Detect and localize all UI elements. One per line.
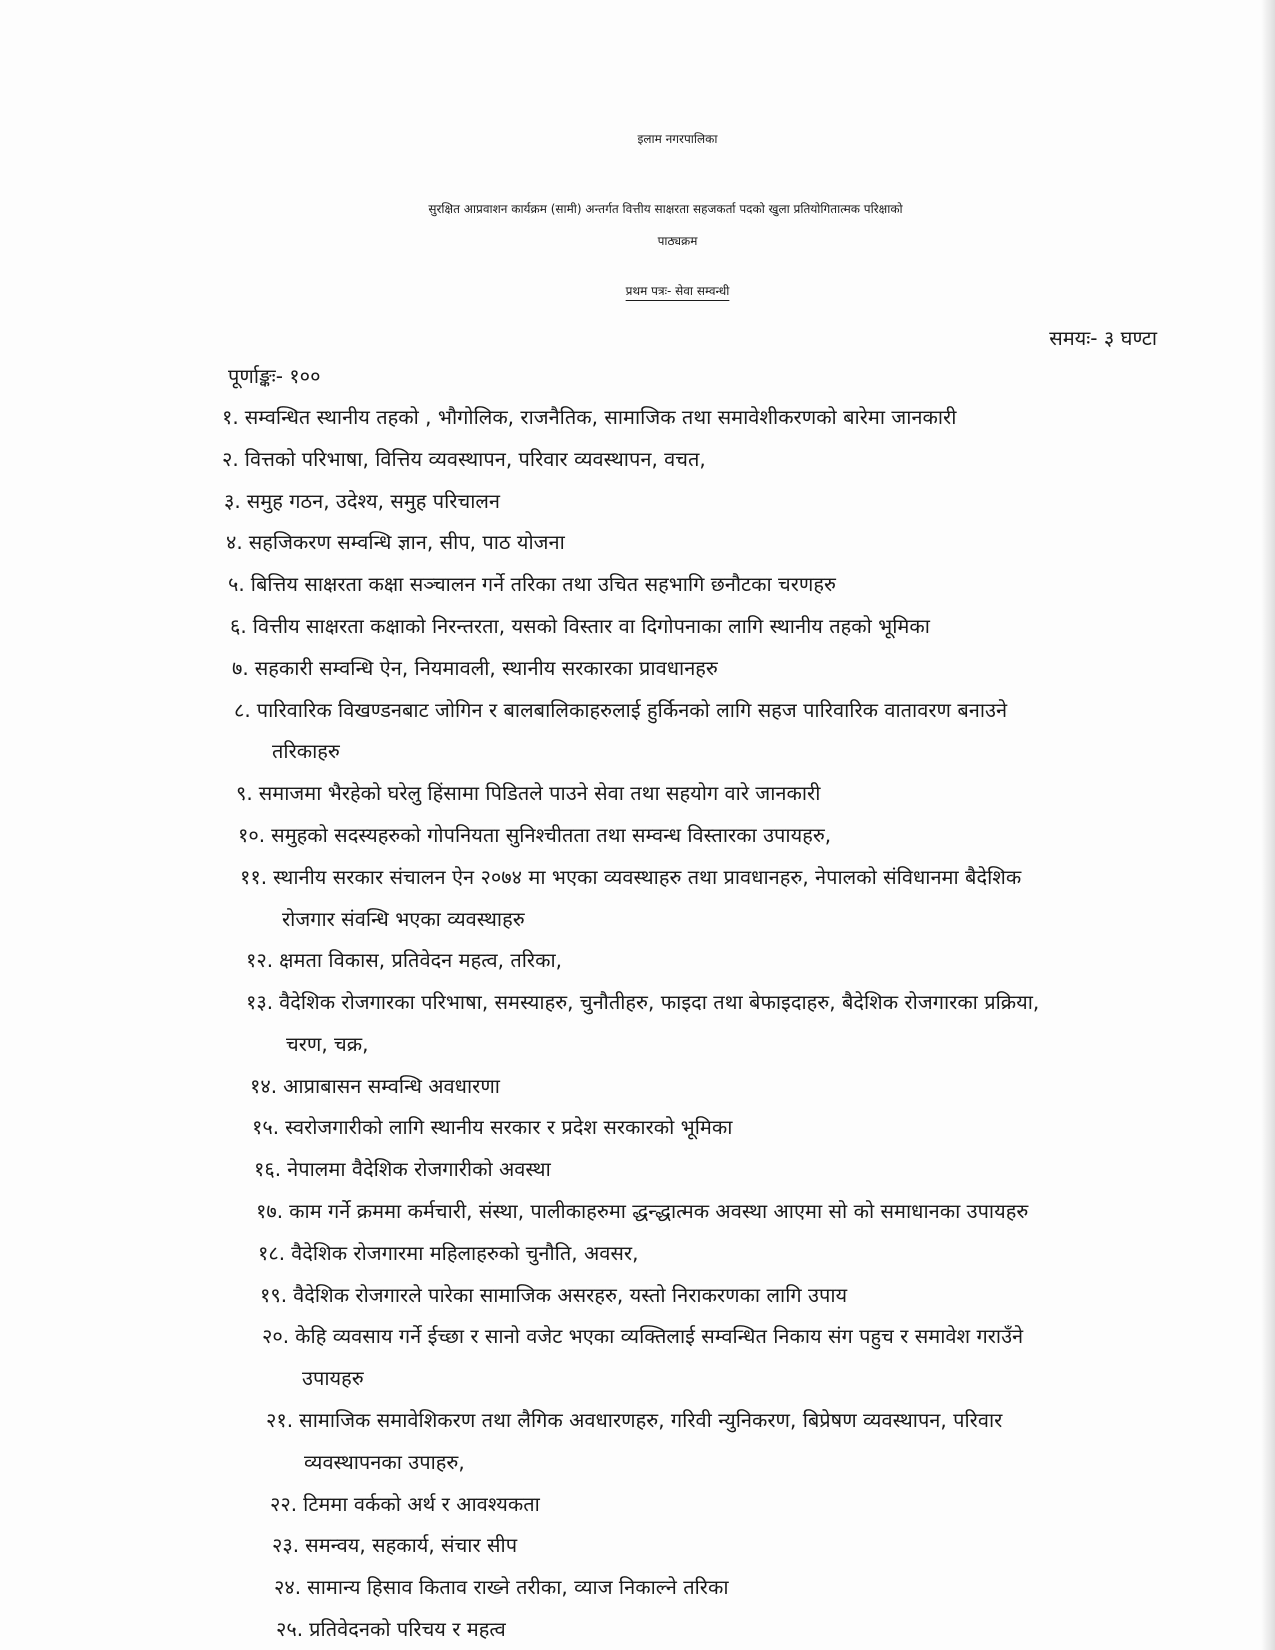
list-item [222, 404, 956, 430]
item-number: १८. [258, 1241, 286, 1265]
document-title: सुरक्षित आप्रवाशन कार्यक्रम (सामी) अन्तर्गत वित्तीय साक्षरता सहजकर्ता पदको खुला प्रतियोगितात्मक परिक्षाको [428, 202, 903, 216]
item-number: ४. [226, 530, 243, 554]
list-item [260, 1282, 847, 1308]
list-item [246, 947, 562, 973]
item-number: १०. [238, 823, 266, 847]
item-text: समाजमा भैरहेको घरेलु हिंसामा पिडितले पाउने सेवा तथा सहयोग वारे जानकारी [258, 781, 821, 805]
item-number: १. [222, 405, 239, 429]
item-text: बित्तिय साक्षरता कक्षा सञ्चालन गर्ने तरिका तथा उचित सहभागि छनौटका चरणहरु [250, 572, 836, 596]
item-text: सहजिकरण सम्वन्धि ज्ञान, सीप, पाठ योजना [248, 530, 565, 554]
item-number: १९. [260, 1283, 288, 1307]
exam-time: समयः- ३ घण्टा [1049, 326, 1157, 350]
item-text: वैदेशिक रोजगारले पारेका सामाजिक असरहरु, यस्तो निराकरणका लागि उपाय [293, 1283, 848, 1307]
item-number: १७. [256, 1199, 284, 1223]
item-text: वित्तीय साक्षरता कक्षाको निरन्तरता, यसको विस्तार वा दिगोपनाका लागि स्थानीय तहको भूमिका [252, 614, 930, 638]
item-number: २५. [276, 1617, 304, 1641]
list-item [272, 1532, 517, 1558]
item-text: समुह गठन, उदेश्य, समुह परिचालन [246, 489, 501, 513]
course-label: पाठ्यक्रम [657, 234, 698, 248]
item-text: वित्तको परिभाषा, वित्तिय व्यवस्थापन, परिवार व्यवस्थापन, वचत, [244, 447, 706, 471]
list-item [228, 571, 836, 597]
item-number: ८. [234, 698, 251, 722]
list-item [252, 1114, 732, 1140]
item-text: प्रतिवेदनको परिचय र महत्व [309, 1617, 506, 1641]
item-number: २२. [270, 1492, 298, 1516]
item-number: २४. [274, 1575, 302, 1599]
item-text: नेपालमा वैदेशिक रोजगारीको अवस्था [287, 1157, 551, 1181]
item-text: सम्वन्धित स्थानीय तहको , भौगोलिक, राजनैतिक, सामाजिक तथा समावेशीकरणको बारेमा जानकारी [244, 405, 957, 429]
list-item [276, 1616, 506, 1642]
list-item [250, 1073, 500, 1099]
item-text: स्थानीय सरकार संचालन ऐन २०७४ मा भएका व्यवस्थाहरु तथा प्रावधानहरु, नेपालको संविधानमा बैदेशिक [273, 865, 1022, 889]
list-item [270, 1491, 540, 1517]
item-continuation: उपायहरु [302, 1366, 364, 1390]
paper-title-text: प्रथम पत्रः- सेवा सम्वन्धी [625, 284, 730, 298]
item-number: २. [222, 447, 239, 471]
item-text: सहकारी सम्वन्धि ऐन, नियमावली, स्थानीय सरकारका प्रावधानहरु [254, 656, 718, 680]
item-text: सामाजिक समावेशिकरण तथा लैगिक अवधारणहरु, गरिवी न्युनिकरण, बिप्रेषण व्यवस्थापन, परिवार [299, 1408, 1003, 1432]
list-item [232, 655, 718, 681]
item-number: ९. [236, 781, 253, 805]
item-number: १५. [252, 1115, 280, 1139]
item-number: १२. [246, 948, 274, 972]
item-number: ६. [230, 614, 247, 638]
item-text: समन्वय, सहकार्य, संचार सीप [305, 1533, 518, 1557]
item-number: ११. [240, 865, 268, 889]
item-text: टिममा वर्कको अर्थ र आवश्यकता [303, 1492, 540, 1516]
item-continuation: व्यवस्थापनका उपाहरु, [304, 1450, 465, 1474]
list-item [256, 1198, 1028, 1224]
item-number: ३. [224, 489, 241, 513]
item-number: १६. [254, 1157, 282, 1181]
item-continuation: चरण, चक्र, [286, 1032, 369, 1056]
list-item [246, 989, 1039, 1015]
list-item [234, 697, 1007, 723]
list-item [240, 864, 1021, 890]
item-text: स्वरोजगारीको लागि स्थानीय सरकार र प्रदेश सरकारको भूमिका [285, 1115, 733, 1139]
item-text: वैदेशिक रोजगारका परिभाषा, समस्याहरु, चुनौतीहरु, फाइदा तथा बेफाइदाहरु, बैदेशिक रोजगारका प्रक्रिया, [279, 990, 1040, 1014]
list-item [236, 780, 820, 806]
list-item [258, 1240, 638, 1266]
list-item [226, 529, 565, 555]
list-item [238, 822, 831, 848]
item-text: पारिवारिक विखण्डनबाट जोगिन र बालबालिकाहरुलाई हुर्किनको लागि सहज पारिवारिक वातावरण बनाउने [256, 698, 1008, 722]
list-item [262, 1323, 1023, 1349]
item-number: २०. [262, 1324, 290, 1348]
paper-title [40, 282, 1275, 299]
list-item [224, 488, 500, 514]
item-number: ५. [228, 572, 245, 596]
item-number: १४. [250, 1074, 278, 1098]
list-item [274, 1574, 729, 1600]
item-text: सामान्य हिसाव किताव राख्ने तरीका, व्याज निकाल्ने तरिका [307, 1575, 729, 1599]
item-number: १३. [246, 990, 274, 1014]
item-text: क्षमता विकास, प्रतिवेदन महत्व, तरिका, [279, 948, 563, 972]
item-text: काम गर्ने क्रममा कर्मचारी, संस्था, पालीकाहरुमा द्धन्द्धात्मक अवस्था आएमा सो को समाधानका उपायहरु [289, 1199, 1029, 1223]
item-number: ७. [232, 656, 249, 680]
item-text: केहि व्यवसाय गर्ने ईच्छा र सानो वजेट भएका व्यक्तिलाई सम्वन्धित निकाय संग पहुच र समावेश गराउँने [295, 1324, 1024, 1348]
item-continuation: तरिकाहरु [272, 739, 340, 763]
item-text: वैदेशिक रोजगारमा महिलाहरुको चुनौति, अवसर, [291, 1241, 639, 1265]
item-text: आप्राबासन सम्वन्धि अवधारणा [283, 1074, 500, 1098]
organization-name: इलाम नगरपालिका [637, 132, 718, 146]
list-item [254, 1156, 551, 1182]
item-number: २३. [272, 1533, 300, 1557]
full-marks: पूर्णाङ्कः- १०० [228, 364, 321, 388]
item-text: समुहको सदस्यहरुको गोपनियता सुनिश्चीतता तथा सम्वन्ध विस्तारका उपायहरु, [271, 823, 832, 847]
list-item [222, 446, 706, 472]
item-number: २१. [266, 1408, 294, 1432]
item-continuation: रोजगार संवन्धि भएका व्यवस्थाहरु [282, 907, 525, 931]
list-item [230, 613, 930, 639]
list-item [266, 1407, 1002, 1433]
